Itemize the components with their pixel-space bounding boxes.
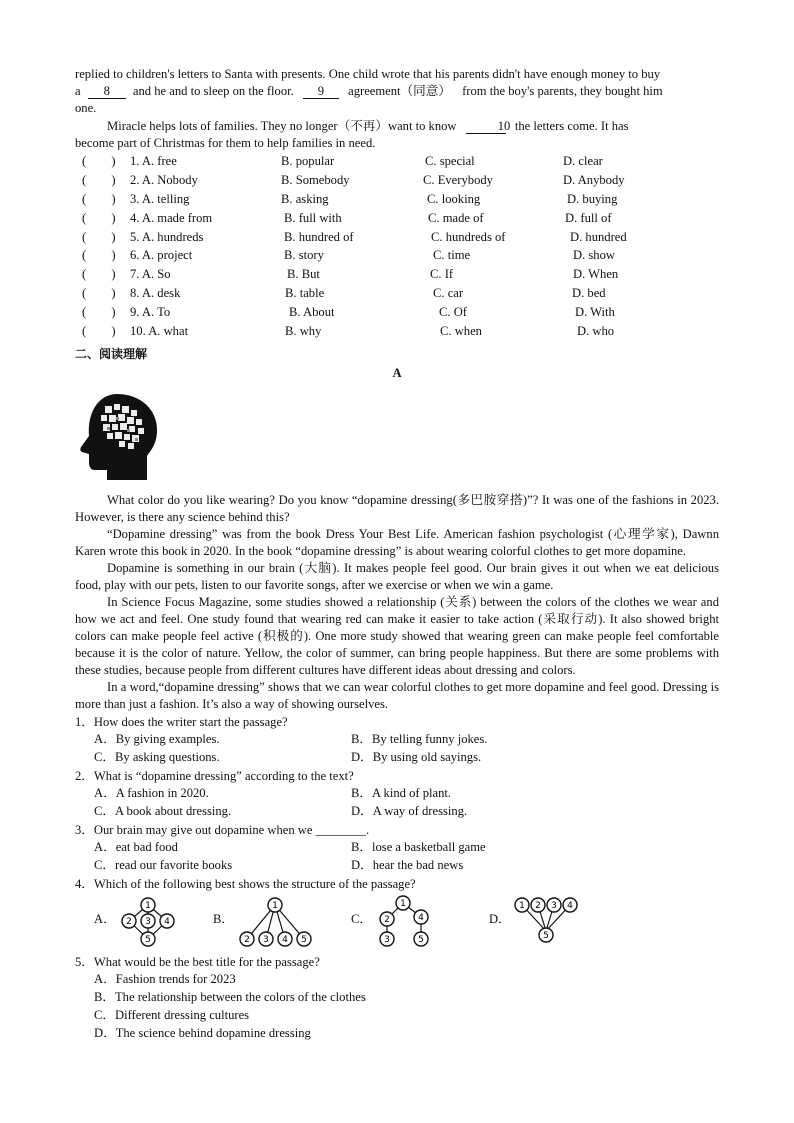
answer-paren: ( ) xyxy=(82,172,116,187)
option-a[interactable]: 7. A. So xyxy=(130,267,171,282)
structure-diagram-c[interactable] xyxy=(373,895,435,951)
node-number: 2 xyxy=(384,915,390,926)
option-b[interactable]: B. why xyxy=(285,324,322,339)
cloze-option-row xyxy=(75,191,719,210)
option-c[interactable]: C. made of xyxy=(428,210,484,225)
option-a[interactable]: A．Fashion trends for 2023 xyxy=(94,971,236,986)
cloze-option-row xyxy=(75,172,719,191)
answer-paren: ( ) xyxy=(82,248,116,263)
cloze-option-row xyxy=(75,247,719,266)
option-a[interactable]: 10. A. what xyxy=(130,324,189,339)
node-number: 4 xyxy=(567,901,573,912)
structure-diagram-a[interactable] xyxy=(119,895,177,951)
option-c[interactable]: C．read our favorite books xyxy=(94,857,233,872)
option-d[interactable]: D．By using old sayings. xyxy=(351,749,482,764)
node-number: 1 xyxy=(145,901,151,912)
option-c[interactable]: C. If xyxy=(430,267,454,282)
cloze-options xyxy=(75,153,719,342)
option-a[interactable]: 2. A. Nobody xyxy=(130,172,198,187)
question-stem: 5．What would be the best title for the passage? xyxy=(75,954,320,969)
answer-paren: ( ) xyxy=(82,267,116,282)
option-row xyxy=(75,803,719,821)
question-5 xyxy=(75,954,719,1043)
cloze-option-row xyxy=(75,304,719,323)
cloze-option-row xyxy=(75,210,719,229)
option-b[interactable]: B. Somebody xyxy=(281,172,350,187)
option-a[interactable]: A． xyxy=(94,911,116,926)
question-stem: 2．What is “dopamine dressing” according to the text? xyxy=(75,768,354,783)
brain-head-illustration xyxy=(77,392,719,486)
option-c[interactable]: C．By asking questions. xyxy=(94,749,220,764)
node-number: 4 xyxy=(282,935,288,946)
option-d[interactable]: D. bed xyxy=(572,286,606,301)
option-a[interactable]: 5. A. hundreds xyxy=(130,229,204,244)
option-d[interactable]: D. buying xyxy=(567,191,618,206)
option-d[interactable]: D．The science behind dopamine dressing xyxy=(94,1025,311,1040)
option-row xyxy=(75,785,719,803)
structure-diagram-b[interactable] xyxy=(235,895,315,951)
option-c[interactable]: C. special xyxy=(425,154,475,168)
questions xyxy=(75,714,719,1043)
option-c[interactable]: C. when xyxy=(440,324,482,339)
option-d[interactable]: D. Anybody xyxy=(563,172,625,187)
cloze-text: agreement（同意） xyxy=(348,84,451,98)
option-d[interactable]: D. hundred xyxy=(570,229,627,244)
option-d[interactable]: D. who xyxy=(577,324,615,339)
cloze-text: from the boy's parents, they bought him xyxy=(462,84,663,98)
option-a[interactable]: 3. A. telling xyxy=(130,191,190,206)
cloze-option-row xyxy=(75,266,719,285)
option-row xyxy=(75,749,719,767)
option-b[interactable]: B．A kind of plant. xyxy=(351,785,452,800)
option-c[interactable]: C．A book about dressing. xyxy=(94,803,232,818)
option-b[interactable]: B. full with xyxy=(284,210,342,225)
option-a[interactable]: 8. A. desk xyxy=(130,286,181,301)
option-b[interactable]: B. asking xyxy=(281,191,329,206)
question-stem: 4．Which of the following best shows the structure of the passage? xyxy=(75,876,416,891)
node-number: 2 xyxy=(244,935,250,946)
question-1 xyxy=(75,714,719,767)
blank-8: 8 xyxy=(88,84,126,99)
question-stem: 3．Our brain may give out dopamine when we ________. xyxy=(75,822,370,837)
answer-paren: ( ) xyxy=(82,305,116,320)
node-number: 5 xyxy=(145,935,151,946)
node-number: 1 xyxy=(519,901,525,912)
node-number: 5 xyxy=(301,935,307,946)
passage-paragraph: Dopamine is something in our brain (大脑). It makes people feel good. Our brain gives it out when we eat delicious food, play with our pets, listen to our favorite songs, after we exercise or when we win a game. xyxy=(75,560,719,592)
passage-paragraph: “Dopamine dressing” was from the book Dress Your Best Life. American fashion psychologist (心理学家), Dawnn Karen wrote this book in 2020. In the book “dopamine dressing” is about wearing colorful clothes to get more dopamine. xyxy=(75,526,719,558)
option-d[interactable]: D. full of xyxy=(565,210,612,225)
node-number: 2 xyxy=(535,901,541,912)
option-d[interactable]: D. clear xyxy=(563,154,603,168)
node-number: 3 xyxy=(384,935,390,946)
option-a[interactable]: 1. A. free xyxy=(130,154,177,168)
option-c[interactable]: C. Of xyxy=(439,305,467,320)
passage-paragraph: In a word,“dopamine dressing” shows that we can wear colorful clothes to get more dopamine and feel good. Dressing is more than just a fashion. It’s also a way of showing ourselves. xyxy=(75,679,719,711)
option-a[interactable]: A．A fashion in 2020. xyxy=(94,785,209,800)
blank-9: 9 xyxy=(303,84,339,99)
cloze-option-row xyxy=(75,153,719,172)
cloze-text: and he and to sleep on the floor. xyxy=(132,84,294,98)
cloze-text: the letters come. It has xyxy=(514,119,629,133)
answer-paren: ( ) xyxy=(82,191,116,206)
worksheet-page xyxy=(75,66,719,1043)
option-b[interactable]: B. story xyxy=(284,248,324,263)
passage-label: A xyxy=(392,365,402,380)
blank-10: 10 xyxy=(466,119,506,134)
node-number: 1 xyxy=(272,901,278,912)
cloze-line xyxy=(75,83,719,100)
passage-paragraph: In Science Focus Magazine, some studies showed a relationship (关系) between the colors of the clothes we wear and how we act and feel. One study found that wearing red can make it easier to take action (采取行动). It also showed bright colors can make people feel active (积极的). One more study showed that wearing green can make people feel comfortable because it is the color of nature. Yellow, the color of summer, can bring people happiness. But there are some problems with these studies, because people from different cultures have different ideas about dressing and colors. xyxy=(75,594,719,677)
option-a[interactable]: 6. A. project xyxy=(130,248,193,263)
option-c[interactable]: C．Different dressing cultures xyxy=(94,1007,250,1022)
option-c[interactable]: C． xyxy=(351,911,372,926)
cloze-passage xyxy=(75,66,719,152)
option-b[interactable]: B．By telling funny jokes. xyxy=(351,731,488,746)
node-number: 4 xyxy=(164,917,170,928)
node-number: 5 xyxy=(543,931,549,942)
answer-paren: ( ) xyxy=(82,229,116,244)
question-3 xyxy=(75,822,719,875)
answer-paren: ( ) xyxy=(82,286,116,301)
structure-diagram-d[interactable] xyxy=(513,895,579,951)
option-d[interactable]: D．A way of dressing. xyxy=(351,803,468,818)
option-row xyxy=(75,731,719,749)
option-b[interactable]: B. popular xyxy=(281,154,335,168)
node-number: 1 xyxy=(400,899,406,910)
passage-paragraph: What color do you like wearing? Do you know “dopamine dressing(多巴胺穿搭)”? It was one of the fashions in 2023. However, is there any science behind this? xyxy=(75,492,719,524)
section-title: 二、阅读理解 xyxy=(75,346,148,361)
option-b[interactable]: B. hundred of xyxy=(284,229,354,244)
node-number: 5 xyxy=(418,935,424,946)
node-number: 3 xyxy=(551,901,557,912)
option-d[interactable]: D. show xyxy=(573,248,615,263)
option-b[interactable]: B．lose a basketball game xyxy=(351,839,486,854)
answer-paren: ( ) xyxy=(82,210,116,225)
option-a[interactable]: A．By giving examples. xyxy=(94,731,220,746)
cloze-option-row xyxy=(75,285,719,304)
answer-paren: ( ) xyxy=(82,154,116,168)
node-number: 4 xyxy=(418,913,424,924)
node-number: 2 xyxy=(126,917,132,928)
node-number: 3 xyxy=(145,917,151,928)
option-b[interactable]: B. table xyxy=(285,286,325,301)
question-4 xyxy=(75,876,719,953)
cloze-line: one. xyxy=(75,101,97,115)
option-b[interactable]: B. But xyxy=(287,267,320,282)
cloze-text: a xyxy=(75,84,81,98)
option-a[interactable]: 9. A. To xyxy=(130,305,171,320)
option-d[interactable]: D. When xyxy=(573,267,619,282)
cloze-line: replied to children's letters to Santa with presents. One child wrote that his parents didn't have enough money to buy xyxy=(75,67,661,81)
option-row xyxy=(75,857,719,875)
option-c[interactable]: C. looking xyxy=(427,191,481,206)
structure-options xyxy=(75,895,719,953)
node-number: 3 xyxy=(263,935,269,946)
option-a[interactable]: A．eat bad food xyxy=(94,839,178,854)
option-b[interactable]: B. About xyxy=(289,305,335,320)
answer-paren: ( ) xyxy=(82,324,116,339)
option-a[interactable]: 4. A. made from xyxy=(130,210,213,225)
head-silhouette-icon xyxy=(77,392,161,482)
question-stem: 1．How does the writer start the passage? xyxy=(75,714,288,729)
option-row xyxy=(75,839,719,857)
cloze-line xyxy=(75,118,719,135)
option-c[interactable]: C. Everybody xyxy=(423,172,493,187)
option-c[interactable]: C. hundreds of xyxy=(431,229,506,244)
cloze-text: Miracle helps lots of families. They no longer（不再）want to know xyxy=(107,119,457,133)
option-d[interactable]: D. With xyxy=(575,305,615,320)
option-b[interactable]: B． xyxy=(213,911,234,926)
cloze-option-row xyxy=(75,323,719,342)
option-d[interactable]: D． xyxy=(489,911,511,926)
reading-passage xyxy=(75,492,719,713)
cloze-line: become part of Christmas for them to help families in need. xyxy=(75,136,376,150)
cloze-option-row xyxy=(75,229,719,248)
option-d[interactable]: D．hear the bad news xyxy=(351,857,464,872)
question-2 xyxy=(75,768,719,821)
option-c[interactable]: C. time xyxy=(433,248,471,263)
option-c[interactable]: C. car xyxy=(433,286,464,301)
option-b[interactable]: B．The relationship between the colors of the clothes xyxy=(94,989,366,1004)
